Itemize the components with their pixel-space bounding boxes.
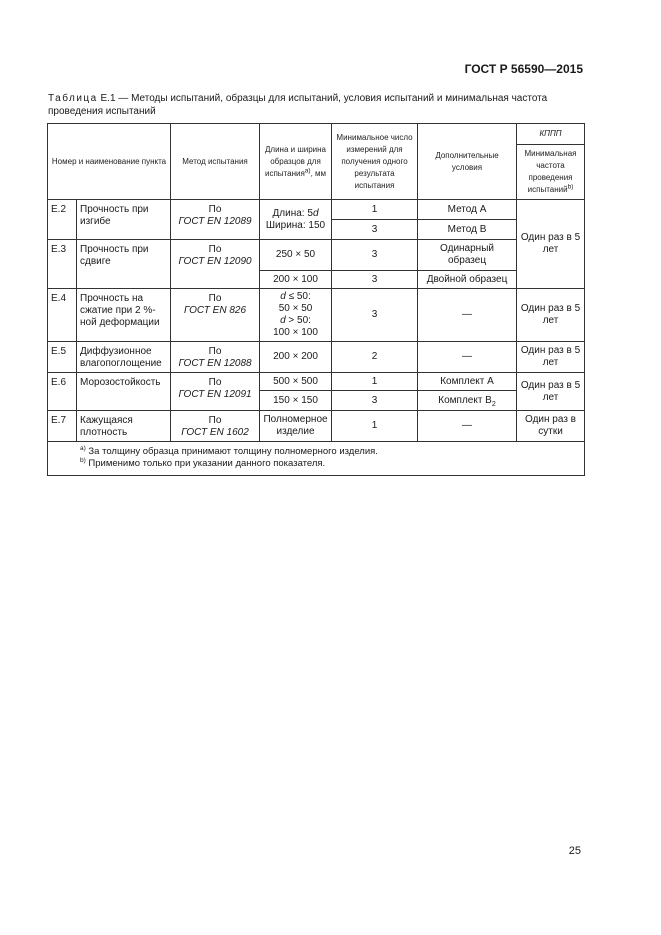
dimensions: 250 × 50 (260, 240, 332, 271)
dimensions-width: Ширина: 150 (265, 219, 326, 231)
condition: — (418, 342, 517, 373)
frequency: Один раз в 5 лет (517, 373, 585, 411)
method-prefix: По (208, 293, 222, 304)
frequency: Один раз в 5 лет (517, 342, 585, 373)
item-number: Е.6 (48, 373, 77, 411)
method-prefix: По (208, 377, 222, 388)
dimensions-variable: d (280, 291, 286, 302)
header-dimensions-text: Длина и ширина образцов для испытания (265, 144, 327, 178)
method-prefix: По (208, 204, 222, 215)
condition: — (418, 411, 517, 442)
item-name: Прочность при изгибе (77, 200, 171, 240)
method-prefix: По (208, 244, 222, 255)
document-code: ГОСТ Р 56590—2015 (464, 62, 583, 76)
header-kppp: КППП (517, 124, 585, 145)
dimensions: 200 × 100 (260, 271, 332, 289)
min-count: 1 (332, 411, 418, 442)
method-prefix: По (208, 346, 222, 357)
footnote-b-mark: b) (80, 456, 86, 464)
method-cell (171, 240, 260, 289)
page-number: 25 (568, 845, 581, 857)
frequency: Один раз в сутки (517, 411, 585, 442)
method-standard: ГОСТ EN 826 (184, 305, 247, 316)
header-dimensions (260, 124, 332, 200)
header-conditions: Дополнительные условия (418, 124, 517, 200)
footnotes-cell (48, 442, 585, 476)
dimensions: 500 × 500 (260, 373, 332, 391)
min-count: 1 (332, 373, 418, 391)
header-row-1 (48, 124, 585, 145)
item-name: Прочность на сжатие при 2 %-ной деформации (77, 289, 171, 342)
frequency: Один раз в 5 лет (517, 200, 585, 289)
footnote-b-text: Применимо только при указании данного показателя. (88, 458, 326, 469)
method-cell (171, 342, 260, 373)
dimensions-line: 100 × 100 (273, 327, 318, 338)
item-number: Е.4 (48, 289, 77, 342)
item-name: Морозостойкость (77, 373, 171, 411)
item-number: Е.3 (48, 240, 77, 289)
footnote-b (80, 458, 578, 470)
method-prefix: По (208, 415, 222, 426)
header-frequency-footnote-mark: b) (567, 183, 574, 191)
header-dimensions-footnote-mark: a) (304, 166, 311, 174)
min-count: 3 (332, 289, 418, 342)
dimensions-variable: d (280, 315, 286, 326)
min-count: 2 (332, 342, 418, 373)
condition: Одинарный образец (418, 240, 517, 271)
dimensions-line (263, 291, 328, 303)
condition: — (418, 289, 517, 342)
footnotes-row (48, 442, 585, 476)
item-name: Диффузионное влагопоглощение (77, 342, 171, 373)
condition (418, 391, 517, 411)
table-row (48, 240, 585, 271)
table-caption (48, 92, 586, 118)
dimensions-condition: ≤ 50: (285, 291, 311, 302)
dimensions-cell (260, 289, 332, 342)
method-cell (171, 200, 260, 240)
table-row (48, 373, 585, 391)
condition: Метод В (418, 220, 517, 240)
condition-text: Комплект В (438, 394, 492, 406)
item-name: Прочность при сдвиге (77, 240, 171, 289)
item-number: Е.5 (48, 342, 77, 373)
item-name: Кажущаяся плотность (77, 411, 171, 442)
condition-subscript: 2 (491, 400, 496, 408)
item-number: Е.7 (48, 411, 77, 442)
min-count: 3 (332, 391, 418, 411)
header-frequency (517, 145, 585, 200)
min-count: 3 (332, 271, 418, 289)
table-row (48, 289, 585, 342)
method-standard: ГОСТ EN 12089 (178, 216, 252, 227)
method-standard: ГОСТ EN 12088 (178, 358, 252, 369)
dimensions-condition: > 50: (285, 315, 311, 326)
dimensions-length (263, 208, 328, 220)
method-cell (171, 289, 260, 342)
method-cell (171, 411, 260, 442)
header-frequency-text: Минимальная частота проведения испытаний (524, 149, 577, 194)
condition: Комплект А (418, 373, 517, 391)
dimensions: Полномерное изделие (260, 411, 332, 442)
dimensions-length-variable: d (312, 207, 319, 219)
header-number-name: Номер и наименование пункта (48, 124, 171, 200)
method-standard: ГОСТ EN 12091 (178, 389, 252, 400)
min-count: 3 (332, 240, 418, 271)
footnote-a (80, 446, 578, 458)
dimensions-line: 50 × 50 (278, 303, 313, 314)
min-count: 1 (332, 200, 418, 220)
min-count: 3 (332, 220, 418, 240)
dimensions-line (263, 315, 328, 327)
caption-label: Таблица (48, 93, 98, 104)
condition: Метод А (418, 200, 517, 220)
frequency: Один раз в 5 лет (517, 289, 585, 342)
table-row (48, 200, 585, 220)
item-number: Е.2 (48, 200, 77, 240)
dimensions: 200 × 200 (260, 342, 332, 373)
test-methods-table (47, 123, 585, 476)
header-dimensions-unit: , мм (310, 168, 327, 178)
method-standard: ГОСТ EN 12090 (178, 256, 252, 267)
condition: Двойной образец (418, 271, 517, 289)
method-cell (171, 373, 260, 411)
dimensions: 150 × 150 (260, 391, 332, 411)
footnote-a-text: За толщину образца принимают толщину полномерного изделия. (88, 446, 378, 457)
dimensions-length-label: Длина: 5 (272, 207, 313, 219)
header-method: Метод испытания (171, 124, 260, 200)
table-row (48, 411, 585, 442)
header-min-count: Минимальное число измерений для получения одного результата испытания (332, 124, 418, 200)
footnote-a-mark: a) (80, 444, 86, 452)
caption-text: Е.1 — Методы испытаний, образцы для испытаний, условия испытаний и минимальная частота проведения испытаний (48, 93, 548, 117)
table-row (48, 342, 585, 373)
dimensions-cell (260, 200, 332, 240)
method-standard: ГОСТ EN 1602 (181, 427, 249, 438)
